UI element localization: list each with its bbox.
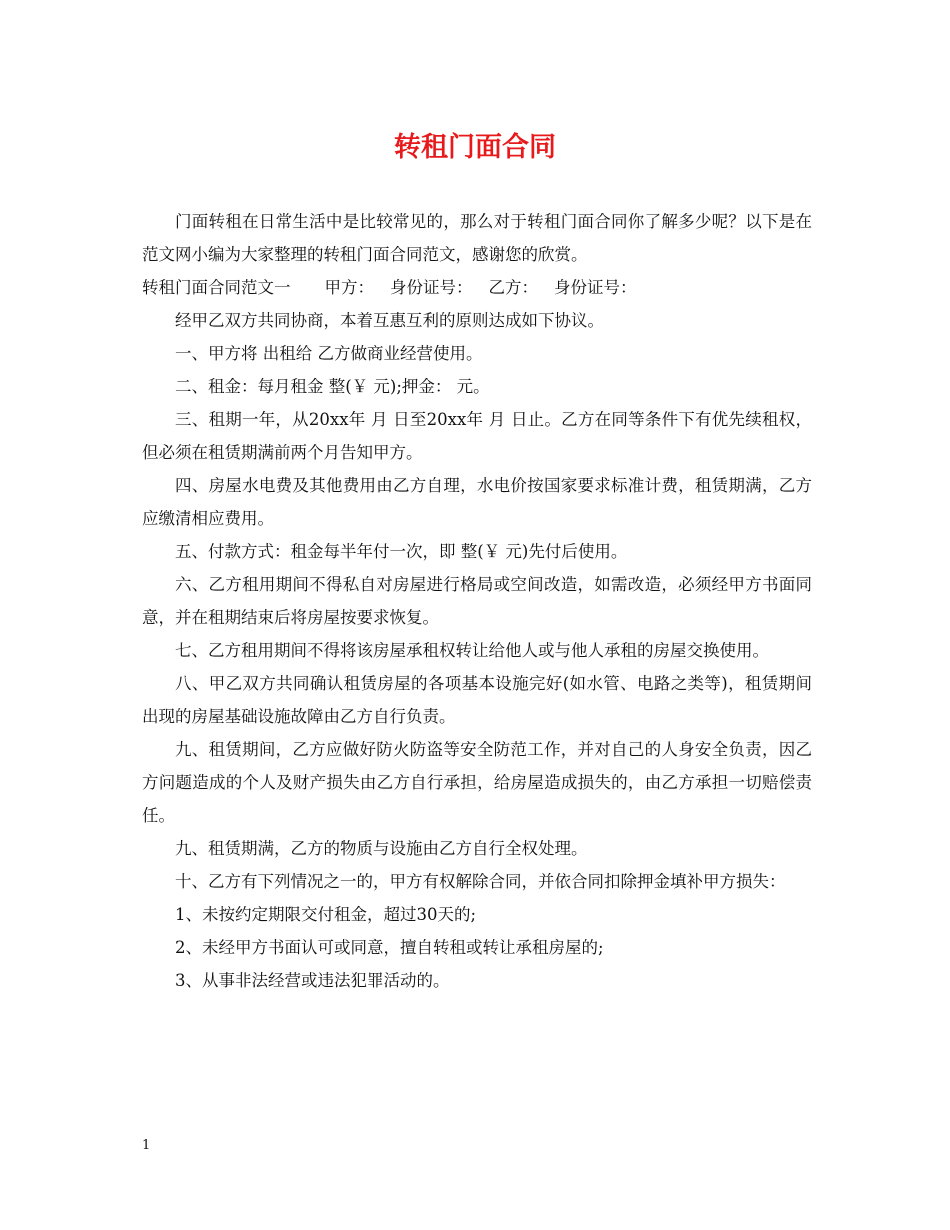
clause-6: 六、乙方租用期间不得私自对房屋进行格局或空间改造，如需改造，必须经甲方书面同意，并在租期结束后将房屋按要求恢复。 bbox=[142, 575, 812, 627]
clause-10: 十、乙方有下列情况之一的，甲方有权解除合同，并依合同扣除押金填补甲方损失： bbox=[175, 872, 786, 891]
clause-1: 一、甲方将 出租给 乙方做商业经营使用。 bbox=[175, 344, 483, 363]
clause-5: 五、付款方式：租金每半年付一次，即 整(￥ 元)先付后使用。 bbox=[175, 542, 628, 561]
sub-item-3: 3、从事非法经营或违法犯罪活动的。 bbox=[175, 971, 450, 990]
clause-2: 二、租金：每月租金 整(￥ 元);押金： 元。 bbox=[175, 377, 490, 396]
document-body bbox=[142, 205, 812, 997]
document-title: 转租门面合同 bbox=[394, 132, 556, 163]
clause-9a: 九、租赁期间，乙方应做好防火防盗等安全防范工作，并对自己的人身安全负责，因乙方问题造成的个人及财产损失由乙方自行承担，给房屋造成损失的，由乙方承担一切赔偿责任。 bbox=[142, 740, 812, 825]
party-b-id-label: 身份证号： bbox=[554, 278, 637, 297]
example-label: 转租门面合同范文一 bbox=[142, 278, 291, 297]
paragraph-agreement: 经甲乙双方共同协商，本着互惠互利的原则达成如下协议。 bbox=[175, 311, 604, 330]
sub-item-2: 2、未经甲方书面认可或同意，擅自转租或转让承租房屋的; bbox=[175, 938, 604, 957]
intro-paragraph: 门面转租在日常生活中是比较常见的，那么对于转租门面合同你了解多少呢？以下是在范文网小编为大家整理的转租门面合同范文，感谢您的欣赏。 bbox=[142, 212, 812, 264]
contract-heading-line bbox=[142, 271, 812, 304]
sub-item-1: 1、未按约定期限交付租金，超过30天的; bbox=[175, 905, 477, 924]
clause-4: 四、房屋水电费及其他费用由乙方自理，水电价按国家要求标准计费，租赁期满，乙方应缴清相应费用。 bbox=[142, 476, 812, 528]
clause-9b: 九、租赁期满，乙方的物质与设施由乙方自行全权处理。 bbox=[175, 839, 588, 858]
page-number: 1 bbox=[142, 1138, 151, 1153]
party-b-label: 乙方： bbox=[488, 278, 538, 297]
clause-7: 七、乙方租用期间不得将该房屋承租权转让给他人或与他人承租的房屋交换使用。 bbox=[175, 641, 769, 660]
party-a-label: 甲方： bbox=[324, 278, 374, 297]
party-a-id-label: 身份证号： bbox=[390, 278, 473, 297]
clause-3: 三、租期一年，从20xx年 月 日至20xx年 月 日止。乙方在同等条件下有优先续租权，但必须在租赁期满前两个月告知甲方。 bbox=[142, 410, 812, 462]
clause-8: 八、甲乙双方共同确认租赁房屋的各项基本设施完好(如水管、电路之类等)，租赁期间出现的房屋基础设施故障由乙方自行负责。 bbox=[142, 674, 812, 726]
